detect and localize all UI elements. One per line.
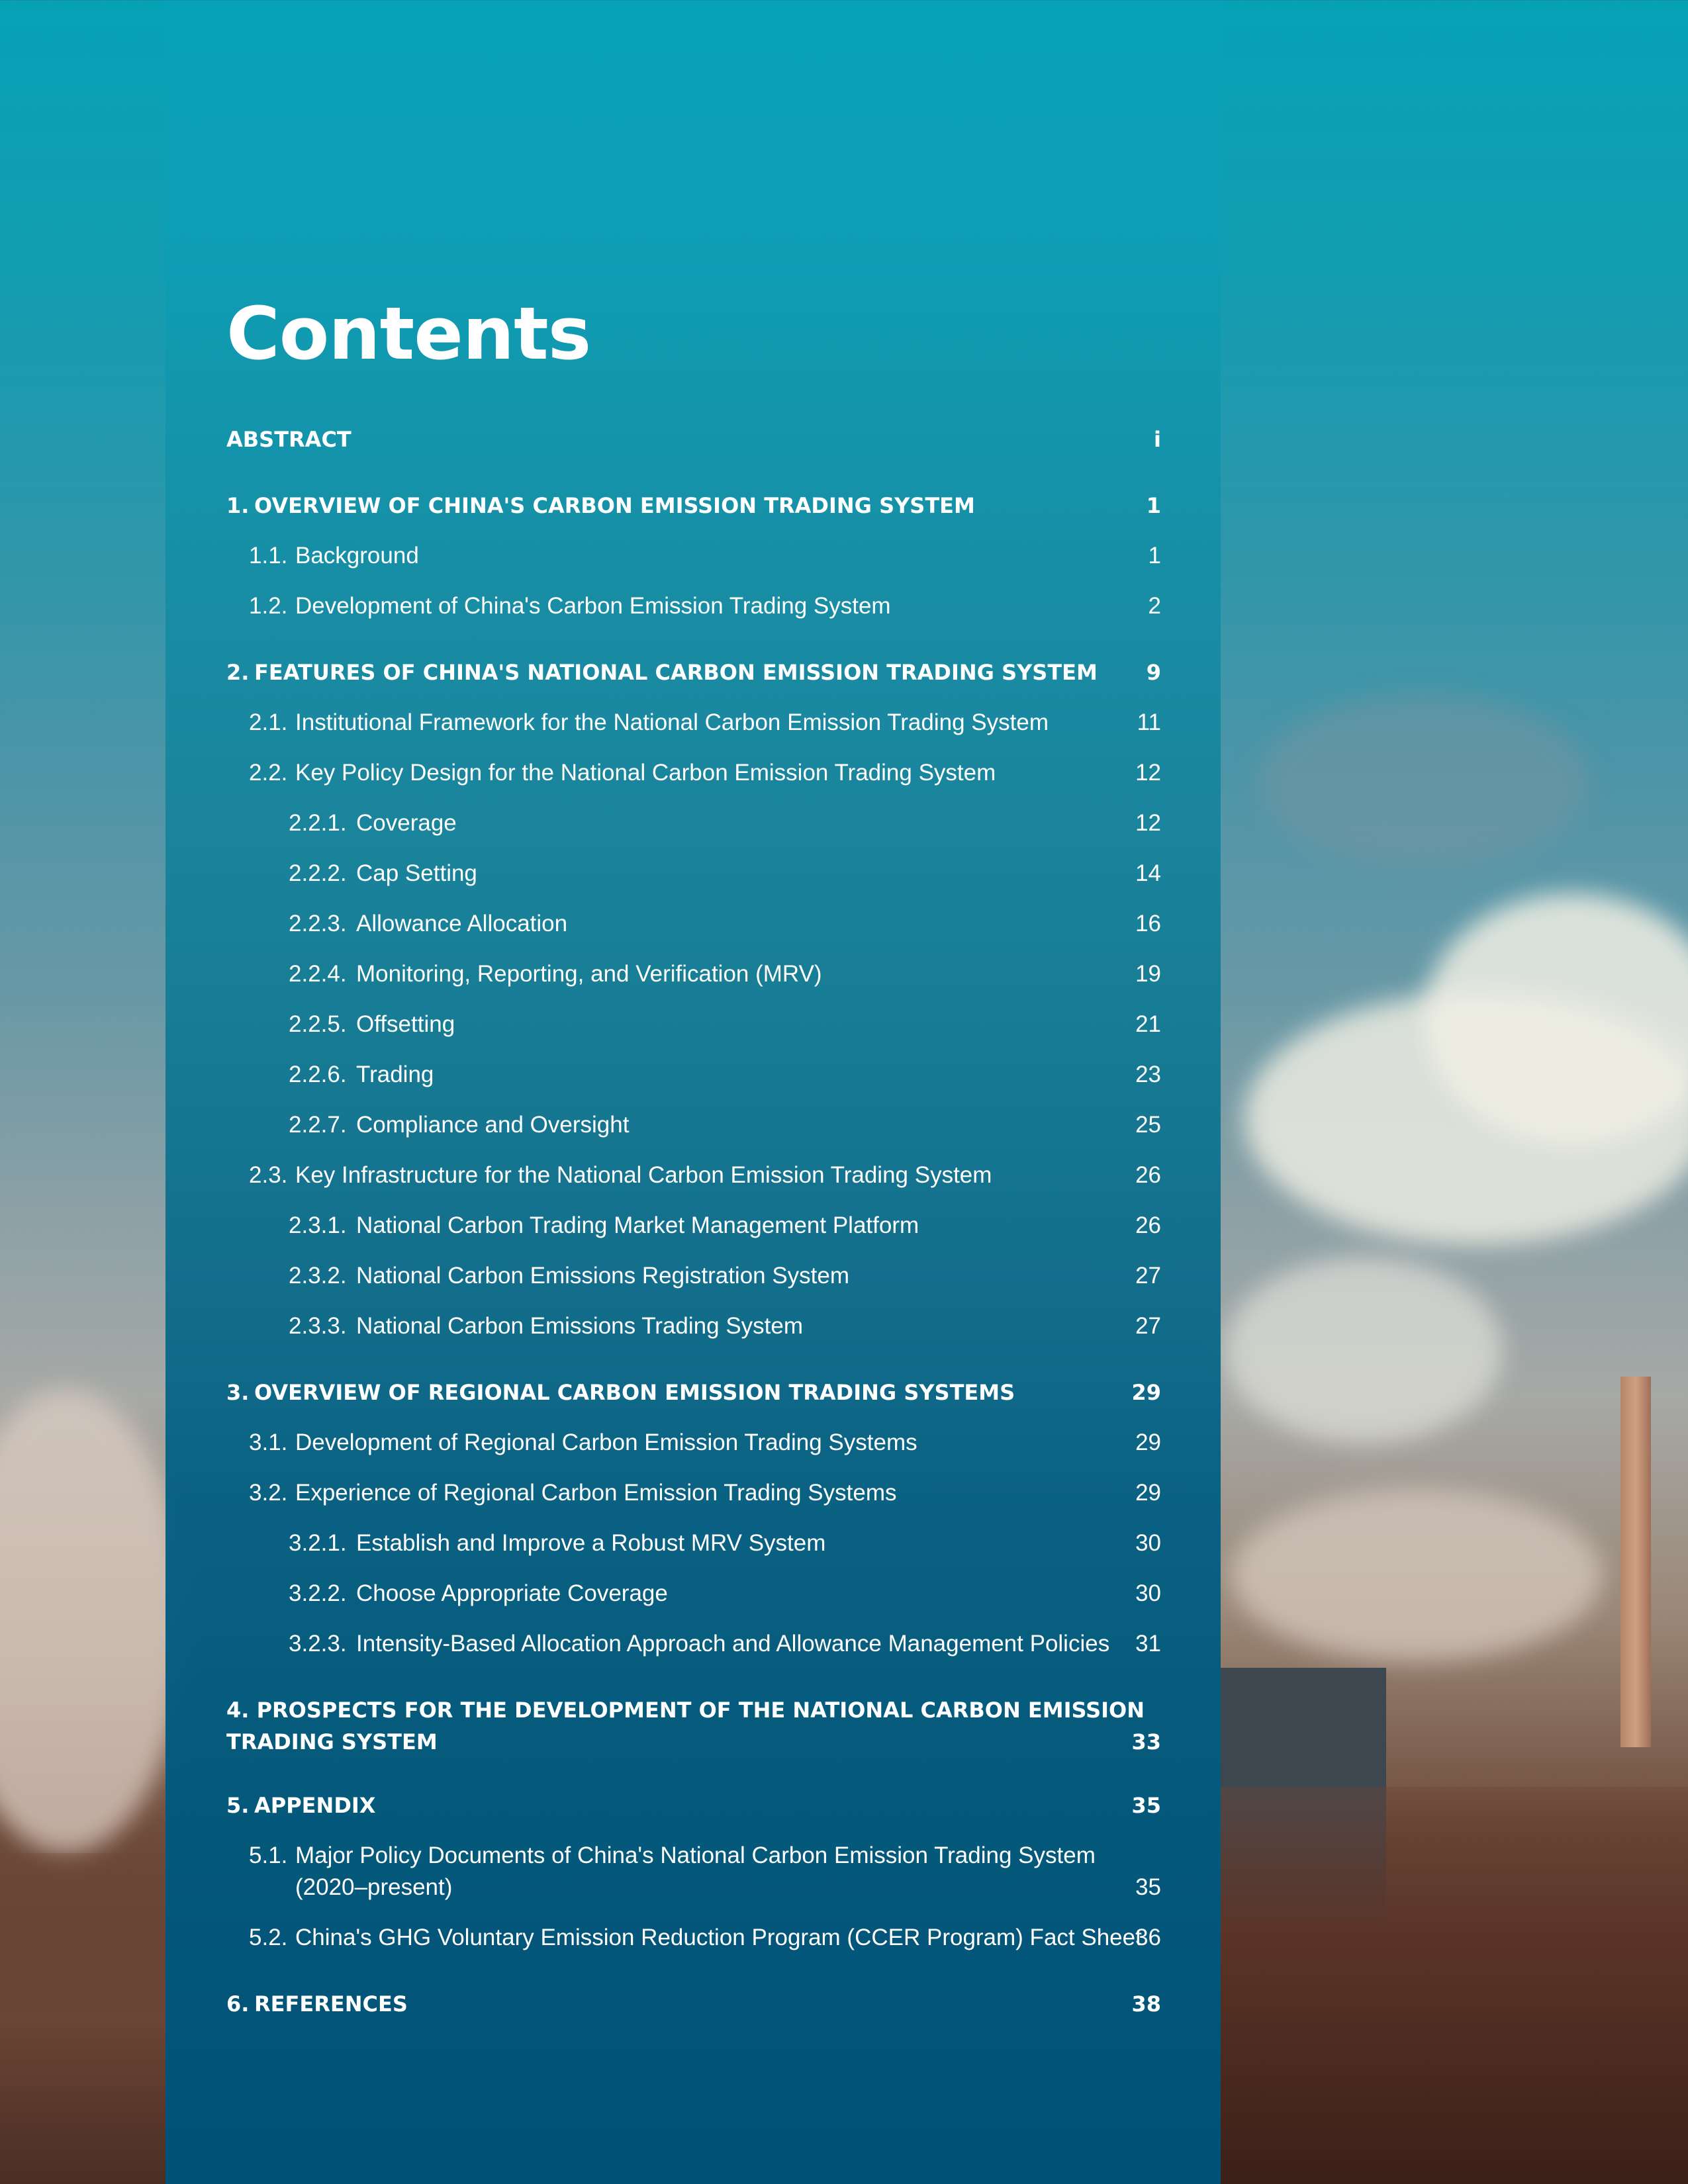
toc-entry-page: 29: [1131, 1380, 1161, 1405]
toc-entry-title: 4. PROSPECTS FOR THE DEVELOPMENT OF THE NATIONAL CARBON EMISSION TRADING SYSTEM: [226, 1698, 1145, 1754]
toc-entry-page: 11: [1137, 709, 1161, 735]
toc-entry-title: OVERVIEW OF CHINA'S CARBON EMISSION TRADING SYSTEM: [254, 493, 975, 518]
toc-entry-title: National Carbon Trading Market Management Platform: [356, 1212, 919, 1238]
toc-entry-page: 14: [1135, 860, 1161, 886]
page-title: Contents: [226, 291, 591, 376]
toc-entry-title: OVERVIEW OF REGIONAL CARBON EMISSION TRADING SYSTEMS: [254, 1380, 1015, 1405]
toc-entry-page: 26: [1135, 1212, 1161, 1238]
toc-entry-number: 2.2.6.: [289, 1062, 347, 1087]
tree-line: [1221, 1787, 1688, 2184]
toc-entry-title: Cap Setting: [356, 860, 477, 886]
toc-entry-title: Allowance Allocation: [356, 911, 568, 936]
toc-entry-title: Background: [295, 543, 419, 569]
toc-entry-page: 26: [1135, 1162, 1161, 1188]
toc-entry-number: 2.3.2.: [289, 1263, 347, 1289]
toc-entry-title: Key Policy Design for the National Carbon Emission Trading System: [295, 760, 996, 786]
toc-entry-title: Trading: [356, 1062, 434, 1087]
toc-entry-title: Institutional Framework for the National Carbon Emission Trading System: [295, 709, 1049, 735]
toc-entry-page: 35: [1135, 1874, 1161, 1900]
toc-entry-page: 29: [1135, 1480, 1161, 1506]
toc-entry-title: Coverage: [356, 810, 457, 836]
toc-entry-page: 27: [1135, 1263, 1161, 1289]
toc-entry-title: Key Infrastructure for the National Carbon Emission Trading System: [295, 1162, 992, 1188]
toc-entry-title: FEATURES OF CHINA'S NATIONAL CARBON EMISSION TRADING SYSTEM: [254, 660, 1098, 685]
toc-entry-page: 35: [1131, 1793, 1161, 1818]
toc-entry-number: 5.2.: [249, 1925, 288, 1950]
toc-entry-title: Choose Appropriate Coverage: [356, 1580, 668, 1606]
toc-entry-number: 1.2.: [249, 593, 288, 619]
toc-entry-title: Intensity-Based Allocation Approach and Allowance Management Policies: [356, 1631, 1110, 1657]
toc-entry-title: Major Policy Documents of China's National Carbon Emission Trading System (2020–present): [295, 1843, 1096, 1900]
toc-entry-title: China's GHG Voluntary Emission Reduction Program (CCER Program) Fact Sheet: [295, 1925, 1142, 1950]
toc-entry-title: Offsetting: [356, 1011, 455, 1037]
toc-entry-number: 2.3.3.: [289, 1313, 347, 1339]
toc-entry-title: ABSTRACT: [226, 427, 352, 452]
toc-entry-title: National Carbon Emissions Registration System: [356, 1263, 850, 1289]
toc-entry-number: 2.2.3.: [289, 911, 347, 936]
toc-entry-page: 12: [1135, 760, 1161, 786]
toc-entry-title: National Carbon Emissions Trading System: [356, 1313, 804, 1339]
toc-entry-number: 2.2.5.: [289, 1011, 347, 1037]
toc-entry-page: 9: [1146, 660, 1161, 685]
toc-entry-page: 12: [1135, 810, 1161, 836]
toc-entry-page: 21: [1135, 1011, 1161, 1037]
toc-entry-page: i: [1154, 427, 1161, 452]
toc-entry-number: 2.: [226, 660, 250, 685]
smoke-plume: [0, 1390, 185, 1853]
toc-entry-number: 3.1.: [249, 1430, 288, 1455]
toc-entry-number: 3.2.: [249, 1480, 288, 1506]
toc-entry-page: 2: [1148, 593, 1161, 619]
toc-entry-page: 19: [1135, 961, 1161, 987]
toc-entry-title: Development of Regional Carbon Emission Trading Systems: [295, 1430, 917, 1455]
toc-entry-page: 1: [1148, 543, 1161, 569]
toc-entry-number: 2.3.: [249, 1162, 288, 1188]
toc-entry-number: 2.1.: [249, 709, 288, 735]
toc-entry-number: 2.2.1.: [289, 810, 347, 836]
toc-entry-number: 1.: [226, 493, 250, 518]
toc-entry-title: Establish and Improve a Robust MRV System: [356, 1530, 826, 1556]
smoke-plume: [1231, 1489, 1602, 1661]
smoke-plume: [1258, 695, 1589, 867]
toc-entry-page: 30: [1135, 1530, 1161, 1556]
toc-entry-page: 36: [1135, 1925, 1161, 1950]
toc-entry-title: Experience of Regional Carbon Emission Trading Systems: [295, 1480, 897, 1506]
toc-entry-number: 5.1.: [249, 1843, 288, 1868]
toc-entry-number: 3.2.2.: [289, 1580, 347, 1606]
toc-entry-number: 3.2.3.: [289, 1631, 347, 1657]
panel-top-overlay: [165, 0, 1221, 232]
toc-entry-title: Development of China's Carbon Emission Trading System: [295, 593, 891, 619]
toc-entry-number: 2.2.4.: [289, 961, 347, 987]
tree-line: [0, 1853, 165, 2184]
toc-entry-page: 25: [1135, 1112, 1161, 1138]
toc-entry-number: 1.1.: [249, 543, 288, 569]
toc-entry-page: 16: [1135, 911, 1161, 936]
toc-entry-title: Monitoring, Reporting, and Verification (MRV): [356, 961, 822, 987]
toc-entry-title: Compliance and Oversight: [356, 1112, 630, 1138]
toc-entry-number: 2.2.7.: [289, 1112, 347, 1138]
toc-entry-page: 27: [1135, 1313, 1161, 1339]
toc-entry-page: 38: [1131, 1991, 1161, 2017]
toc-entry-number: 6.: [226, 1991, 250, 2017]
toc-entry-page: 30: [1135, 1580, 1161, 1606]
toc-entry-number: 2.2.: [249, 760, 288, 786]
toc-entry-number: 3.: [226, 1380, 250, 1405]
toc-entry-page: 33: [1131, 1729, 1161, 1754]
toc-entry-page: 1: [1146, 493, 1161, 518]
toc-entry-title: REFERENCES: [254, 1991, 408, 2017]
toc-entry-page: 23: [1135, 1062, 1161, 1087]
toc-entry-page: 31: [1135, 1631, 1161, 1657]
toc-entry-page: 29: [1135, 1430, 1161, 1455]
chimney: [1620, 1377, 1651, 1747]
toc-entry-number: 3.2.1.: [289, 1530, 347, 1556]
toc-entry-number: 2.3.1.: [289, 1212, 347, 1238]
toc-entry-title: APPENDIX: [254, 1793, 376, 1818]
toc-entry-number: 5.: [226, 1793, 250, 1818]
smoke-plume: [1225, 1257, 1503, 1443]
toc-entry-number: 2.2.2.: [289, 860, 347, 886]
